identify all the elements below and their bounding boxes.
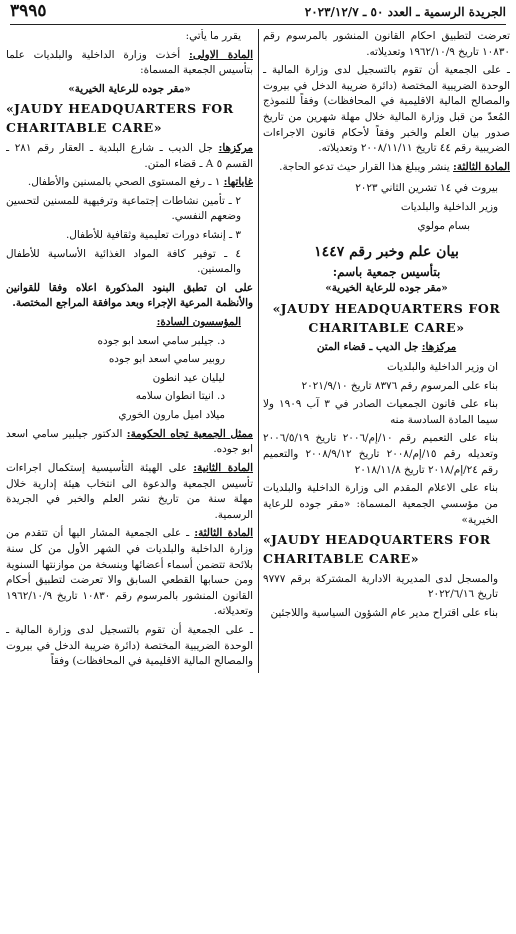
announcement-title: بيان علم وخبر رقم ١٤٤٧ [314,244,459,261]
founders-label: المؤسسون السادة: [156,316,241,329]
paragraph: ـ على الجمعية أن تقوم بالتسجيل لدى وزارة المالية ـ الوحدة الضريبية المختصة (دائرة ضريبة الدخل في بيروت والمصالح المالية الاقليمية في المحافظات) وفقاً للنموذج المُعدّ من قبل وزارة المالية خلال مهلة شهرين من تاريخ صدور بيان العلم والخبر وفقاً لأحكام قانون الاجراءات الضريبية رقم ٤٤ تاريخ ٢٠٠٨/١١/١١ وتعديلاته. [263,64,510,155]
founder-item: ميلاد اميل مارون الخوري [118,409,225,422]
founder-item: د. جيلبر سامي اسعد ابو جوده [97,334,225,347]
goal-item: ١ ـ رفع المستوى الصحي بالمسنين والأطفال. [27,176,221,189]
date-line: بيروت في ١٤ تشرين الثاني ٢٠٢٣ [355,182,498,195]
hq-text: جل الديب ـ قضاء المتن [316,341,419,354]
article-one [6,48,253,79]
article-text: على الهيئة التأسيسية إستكمال اجراءات تأسيس الجمعية والدعوة الى انتخاب هيئة إدارية خلال مهلة سنة من تاريخ نشر العلم والخبر في الجريدة الرسمية. [6,461,253,521]
article-text: ـ على الجمعية المشار اليها أن تتقدم من وزارة الداخلية والبلديات في الشهر الأول من كل سنة بلائحة تتضمن أسماء أعضائها وبنسخة من موازنتها السنوية ومن حسابها القطعي السابق والا تعرضت لتطبيق أحكام القانون المنشور بالمرسوم رقم ١٠٨٣٠ تاريخ ١٩٦٢/١٠/٩ وتعديلاته. [6,527,253,618]
goals-line [6,175,253,191]
minister-signature: بسام مولوي [417,219,470,232]
founder-item: ليليان عيد انطون [152,371,225,384]
headquarters-line [263,340,510,356]
paragraph: ـ على الجمعية أن تقوم بالتسجيل لدى وزارة المالية ـ الوحدة الضريبية المختصة (دائرة ضريبة الدخل في بيروت والمصالح المالية الاقليمية في المحافظات) وفقاً [6,624,253,668]
hq-label: مركزها: [218,141,253,154]
goal-item: ٢ ـ تأمين نشاطات إجتماعية وترفيهية للمسنين لتحسين وضعهم النفسي. [6,194,241,223]
article-two [6,461,253,523]
paragraph: بناء على التعميم رقم ١٠/إم/٢٠٠٦ تاريخ ٢٠٠٦/٥/١٩ وتعديله رقم ١٥/إم/٢٠٠٨ تاريخ ٢٠٠٨/٩/١٢ والتعميم رقم ٢٤/إم/٢٠١٨ تاريخ ٢٠١٨/١١/٨ [263,432,499,476]
founder-item: روبير سامي اسعد ابو جوده [108,353,225,366]
article-text: أخذت وزارة الداخلية والبلديات علما بتأسيس الجمعية المسماة: [6,48,253,77]
paragraph: تعرضت لتطبيق احكام القانون المنشور بالمرسوم رقم ١٠٨٣٠ تاريخ ١٩٦٢/١٠/٩ وتعديلاته. [263,30,510,58]
goal-item: ٤ ـ توفير كافة المواد الغذائية الأساسية للأطفال والمسنين. [6,247,241,276]
announcement-subtitle: بتأسيس جمعية باسم: [332,265,441,280]
hq-text: جل الديب ـ شارع البلدية ـ العقار رقم ٢٨١ ـ القسم ٥ A ـ قضاء المتن. [6,141,253,170]
article-three [6,526,253,620]
association-name-en: «JAUDY HEADQUARTERS FOR CHARITABLE CARE» [263,532,491,566]
association-name-en: «JAUDY HEADQUARTERS FOR CHARITABLE CARE» [272,300,501,335]
minister-title: وزير الداخلية والبلديات [400,201,498,214]
association-name-ar: «مقر جوده للرعاية الخيرية» [68,82,191,95]
page-header [10,0,506,25]
goals-label: غاياتها: [223,176,253,189]
article-label: المادة الثالثة: [194,527,253,540]
founder-item: د. انيتا انطوان سلامه [135,390,225,403]
column-divider [258,29,259,673]
paragraph: بناء على المرسوم رقم ٨٣٧٦ تاريخ ٢٠٢١/٩/١٠ [301,379,498,392]
paragraph: والمسجل لدى المديرية الادارية المشتركة برقم ٩٧٧٧ تاريخ ٢٠٢٢/٦/١٦ [263,572,498,601]
right-column [263,29,510,673]
association-name-ar: «مقر جوده للرعاية الخيرية» [325,282,448,295]
association-name-en: «JAUDY HEADQUARTERS FOR CHARITABLE CARE» [6,101,234,136]
decides-line: يقرر ما يأتي: [185,30,241,42]
left-column [6,29,253,673]
paragraph: بناء على الاعلام المقدم الى وزارة الداخلية والبلديات من مؤسسي الجمعية المسماة: «مقر جوده للرعاية الخيرية» [263,482,498,526]
article-text: ينشر ويبلغ هذا القرار حيث تدعو الحاجة. [279,160,450,173]
page-number: ٣٩٩٥ [10,1,47,22]
rep-text: الدكتور جيلبير سامي اسعد ابو جوده. [6,427,253,456]
paragraph: ان وزير الداخلية والبلديات [387,361,498,374]
rep-label: ممثل الجمعية تجاه الحكومة: [126,427,253,440]
paragraph: بناء على قانون الجمعيات الصادر في ٣ آب ١٩٠٩ ولا سيما المادة السادسة منه [263,398,499,426]
goal-item: ٣ ـ إنشاء دورات تعليمية وثقافية للأطفال. [66,228,241,241]
representative-line [6,427,253,458]
article-three [263,160,510,176]
paragraph: بناء على اقتراح مدير عام الشؤون السياسية واللاجئين [270,606,498,619]
article-label: المادة الثالثة: [453,160,510,173]
gazette-title: الجريدة الرسمية ـ العدد ٥٠ ـ ٢٠٢٣/١٢/٧ [304,5,506,19]
condition-paragraph: على ان تطبق البنود المذكورة اعلاه وفقا للقوانين والأنظمة المرعية الإجراء وبعد موافقة المراجع المختصة. [6,281,253,310]
hq-label: مركزها: [421,341,457,354]
article-label: المادة الثانية: [193,461,253,474]
headquarters-line [6,141,253,172]
article-label: المادة الاولى: [189,48,253,61]
columns [6,29,510,673]
